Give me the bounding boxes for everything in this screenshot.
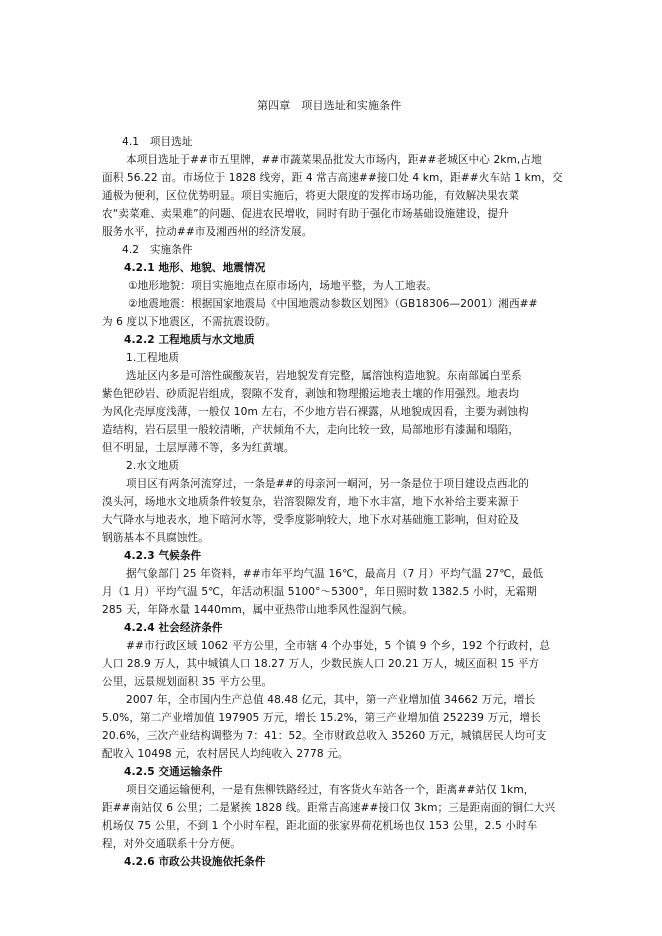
paragraph-line: 月（1 月）平均气温 5℃，年活动积温 5100°～5300°，年日照时数 1382.5 小时，无霜期 xyxy=(102,586,537,598)
subsection-heading: 4.2.2 工程地质与水文地质 xyxy=(124,334,255,346)
paragraph-line: 机场仅 75 公里，不到 1 个小时车程，距北面的张家界荷花机场也仅 153 公里，2.5 小时车 xyxy=(102,820,538,832)
paragraph-line: 程，对外交通联系十分方便。 xyxy=(102,838,242,850)
paragraph-line: 据气象部门 25 年资料，##市年平均气温 16℃，最高月（7 月）平均气温 27℃，最低 xyxy=(126,568,544,580)
subsection-heading: 4.2.6 市政公共设施依托条件 xyxy=(124,856,266,868)
subsection-heading: 4.2.3 气候条件 xyxy=(124,550,202,562)
paragraph-line: ①地形地貌：项目实施地点在原市场内，场地平整，为人工地表。 xyxy=(128,280,438,292)
subsection-heading: 4.2.1 地形、地貌、地震情况 xyxy=(124,262,266,274)
paragraph-line: 服务水平，拉动##市及湘西州的经济发展。 xyxy=(102,226,313,238)
paragraph-line: 农“卖菜难、卖果难”的问题、促进农民增收，同时有助于强化市场基础设施建设，提升 xyxy=(102,208,509,220)
paragraph-line: 大气降水与地表水，地下暗河水等，受季度影响较大，地下水对基础施工影响，但对砼及 xyxy=(102,514,520,526)
paragraph-line: 20.6%，三次产业结构调整为 7：41：52。全市财政总收入 35260 万元，城镇居民人均可支 xyxy=(102,730,547,742)
paragraph-line: 5.0%，第二产业增加值 197905 万元，增长 15.2%，第三产业增加值 252239 万元，增长 xyxy=(102,712,541,724)
section-heading: 4.2 实施条件 xyxy=(122,244,193,256)
paragraph-line: ②地震地震：根据国家地震局《中国地震动参数区划图》（GB18306—2001）湘西## xyxy=(128,298,538,310)
paragraph-line: 为风化壳厚度浅薄，一般仅 10m 左右，不少地方岩石裸露，从地貌成因看，主要为剥蚀构 xyxy=(102,406,529,418)
subsection-heading: 4.2.4 社会经济条件 xyxy=(124,622,223,634)
paragraph-line: 紫色钯砂岩、砂质泥岩组成，裂隙不发育，剥蚀和物理搬运地表土壤的作用强烈。地表均 xyxy=(102,388,520,400)
sub-item-heading: 2.水文地质 xyxy=(126,460,180,472)
section-heading: 4.1 项目选址 xyxy=(122,136,193,148)
paragraph-line: 2007 年，全市国内生产总值 48.48 亿元，其中，第一产业增加值 34662 万元，增长 xyxy=(126,694,536,706)
paragraph-line: 本项目选址于##市五里牌，##市蔬菜果品批发大市场内，距##老城区中心 2km,占地 xyxy=(126,154,542,166)
paragraph-line: 溴头河，场地水文地质条件较复杂，岩溶裂隙发育，地下水丰富，地下水补给主要来源于 xyxy=(102,496,520,508)
paragraph-line: 为 6 度以下地震区，不需抗震设防。 xyxy=(102,316,277,328)
paragraph-line: 造结构，岩石层里一般较清晰，产状倾角不大，走向比较一致，局部地形有漆漏和塌陷， xyxy=(102,424,520,436)
paragraph-line: 距##南站仅 6 公里；二是紧挨 1828 线。距常吉高速##接口仅 3km；三是距南面的铜仁大兴 xyxy=(102,802,556,814)
paragraph-line: 项目交通运输便利，一是有焦柳铁路经过，有客货火车站各一个，距离##站仅 1km， xyxy=(126,784,535,796)
paragraph-line: 选址区内多是可溶性碳酸灰岩，岩地貌发育完整，属溶蚀构造地貌。东南部属白垩系 xyxy=(126,370,522,382)
sub-item-heading: 1.工程地质 xyxy=(126,352,180,364)
paragraph-line: 人口 28.9 万人，其中城镇人口 18.27 万人，少数民族人口 20.21 万人，城区面积 15 平方 xyxy=(102,658,540,670)
paragraph-line: 配收入 10498 元，农村居民人均纯收入 2778 元。 xyxy=(102,748,349,760)
paragraph-line: 面积 56.22 亩。市场位于 1828 线旁，距 4 常吉高速##接口处 4 km，距##火车站 1 km，交 xyxy=(102,172,563,184)
paragraph-line: 通极为便利，区位优势明显。项目实施后，将更大限度的发挥市场功能，有效解决果农菜 xyxy=(102,190,520,202)
paragraph-line: 285 天，年降水量 1440mm，属中亚热带山地季风性湿润气候。 xyxy=(102,604,413,616)
subsection-heading: 4.2.5 交通运输条件 xyxy=(124,766,223,778)
paragraph-line: 公里，远景规划面积 35 平方公里。 xyxy=(102,676,273,688)
paragraph-line: ##市行政区域 1062 平方公里，全市辖 4 个办事处，5 个镇 9 个乡，192 个行政村，总 xyxy=(126,640,551,652)
chapter-title: 第四章 项目选址和实施条件 xyxy=(257,99,402,112)
paragraph-line: 钢筋基本不具腐蚀性。 xyxy=(102,532,209,544)
paragraph-line: 但不明显，土层厚薄不等，多为红黄壤。 xyxy=(102,442,295,454)
paragraph-line: 项目区有两条河流穿过，一条是##的母亲河一峒河，另一条是位于项目建设点西北的 xyxy=(126,478,529,490)
